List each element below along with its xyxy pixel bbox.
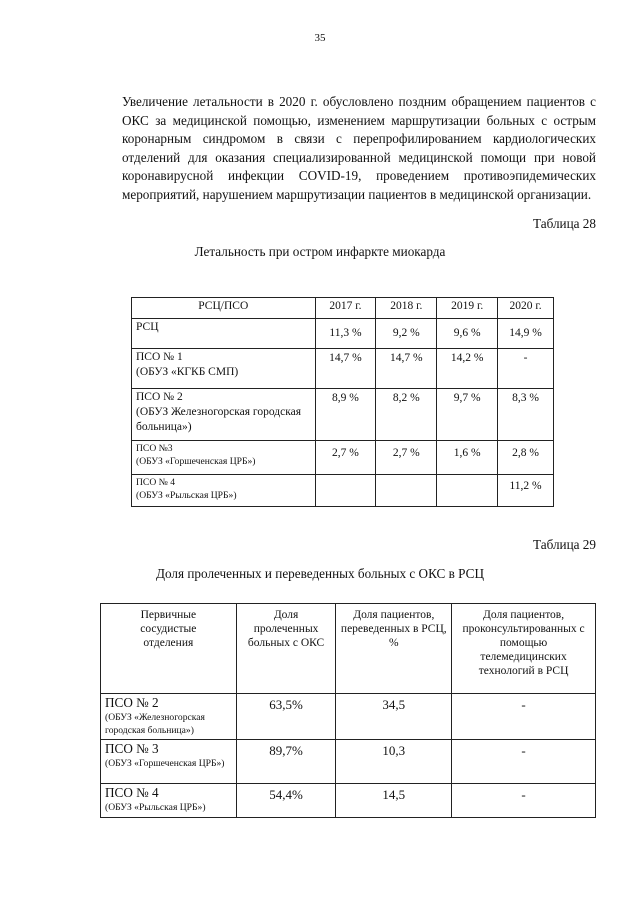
row-name: РСЦ bbox=[136, 321, 159, 333]
table-cell: 11,2 % bbox=[498, 475, 554, 507]
row-name-cell bbox=[101, 784, 237, 818]
table-cell: 1,6 % bbox=[437, 441, 498, 475]
table-cell: - bbox=[452, 784, 596, 818]
column-header: Первичные сосудистые отделения bbox=[101, 604, 237, 694]
row-subname: (ОБУЗ «Горшеченская ЦРБ») bbox=[136, 456, 256, 467]
table-cell: 14,7 % bbox=[315, 349, 376, 389]
table-row bbox=[132, 475, 554, 507]
table-cell: 14,9 % bbox=[498, 319, 554, 349]
row-subname: (ОБУЗ «Железногорская городская больница») bbox=[105, 712, 205, 736]
row-subname: (ОБУЗ «Рыльская ЦРБ») bbox=[136, 490, 237, 501]
table-cell: 34,5 bbox=[336, 694, 452, 740]
body-paragraph: Увеличение летальности в 2020 г. обусловлено поздним обращением пациентов с ОКС за медицинской помощью, изменением маршрутизации больных с острым коронарным синдромом в связи с перепрофилированием кардиологических отделений для оказания специализированной медицинской помощи при новой коронавирусной инфекции COVID-19, проведением противоэпидемических мероприятий, нарушением маршрутизации пациентов в медицинской организации. bbox=[122, 94, 596, 202]
table-28-label: Таблица 28 bbox=[533, 216, 596, 231]
table-cell: 8,3 % bbox=[498, 389, 554, 441]
table-cell bbox=[376, 475, 437, 507]
table-cell: 2,8 % bbox=[498, 441, 554, 475]
column-header: Доля пациентов, переведенных в РСЦ, % bbox=[336, 604, 452, 694]
table-row bbox=[132, 319, 554, 349]
row-name: ПСО № 2 bbox=[105, 695, 159, 710]
column-header: РСЦ/ПСО bbox=[132, 298, 316, 319]
table-cell: 11,3 % bbox=[315, 319, 376, 349]
table-28-title: Летальность при остром инфаркте миокарда bbox=[194, 244, 446, 259]
table-cell: 14,5 bbox=[336, 784, 452, 818]
page-number: 35 bbox=[314, 32, 326, 44]
table-cell: 14,7 % bbox=[376, 349, 437, 389]
column-header: 2017 г. bbox=[315, 298, 376, 319]
row-subname: (ОБУЗ Железногорская городская больница») bbox=[136, 406, 302, 433]
table-cell: - bbox=[498, 349, 554, 389]
row-name: ПСО № 3 bbox=[105, 741, 159, 756]
table-cell: 54,4% bbox=[236, 784, 336, 818]
table-cell bbox=[437, 475, 498, 507]
table-cell: 9,2 % bbox=[376, 319, 437, 349]
row-subname: (ОБУЗ «Горшеченская ЦРБ») bbox=[105, 758, 225, 769]
table-header-row bbox=[101, 604, 596, 694]
table-cell: 2,7 % bbox=[376, 441, 437, 475]
row-name: ПСО № 2 bbox=[136, 391, 183, 403]
table-cell: 89,7% bbox=[236, 740, 336, 784]
table-cell: 8,9 % bbox=[315, 389, 376, 441]
row-name-cell bbox=[101, 740, 237, 784]
row-name-cell bbox=[101, 694, 237, 740]
row-name-cell bbox=[132, 441, 316, 475]
row-subname: (ОБУЗ «КГКБ СМП) bbox=[136, 366, 239, 378]
table-cell: 9,7 % bbox=[437, 389, 498, 441]
column-header: Доля пролеченных больных с ОКС bbox=[236, 604, 336, 694]
column-header: 2019 г. bbox=[437, 298, 498, 319]
table-cell: - bbox=[452, 694, 596, 740]
table-cell: 2,7 % bbox=[315, 441, 376, 475]
row-subname: (ОБУЗ «Рыльская ЦРБ») bbox=[105, 802, 206, 813]
row-name-cell bbox=[132, 389, 316, 441]
column-header: Доля пациентов, проконсультированных с помощью телемедицинских технологий в РСЦ bbox=[452, 604, 596, 694]
table-29-label: Таблица 29 bbox=[533, 537, 596, 552]
row-name: ПСО № 4 bbox=[136, 477, 176, 488]
row-name: ПСО № 4 bbox=[105, 785, 159, 800]
table-28 bbox=[131, 297, 554, 507]
table-row bbox=[101, 694, 596, 740]
row-name: ПСО № 1 bbox=[136, 351, 183, 363]
table-29-title: Доля пролеченных и переведенных больных с ОКС в РСЦ bbox=[156, 566, 484, 581]
table-header-row bbox=[132, 298, 554, 319]
table-cell bbox=[315, 475, 376, 507]
table-29 bbox=[100, 603, 596, 818]
row-name-cell bbox=[132, 319, 316, 349]
row-name: ПСО №3 bbox=[136, 443, 173, 454]
table-cell: 63,5% bbox=[236, 694, 336, 740]
table-row bbox=[132, 441, 554, 475]
table-cell: 8,2 % bbox=[376, 389, 437, 441]
table-cell: 10,3 bbox=[336, 740, 452, 784]
row-name-cell bbox=[132, 475, 316, 507]
table-cell: - bbox=[452, 740, 596, 784]
table-cell: 14,2 % bbox=[437, 349, 498, 389]
column-header: 2020 г. bbox=[498, 298, 554, 319]
column-header: 2018 г. bbox=[376, 298, 437, 319]
table-row bbox=[101, 740, 596, 784]
table-row bbox=[132, 389, 554, 441]
table-row bbox=[132, 349, 554, 389]
table-row bbox=[101, 784, 596, 818]
table-cell: 9,6 % bbox=[437, 319, 498, 349]
row-name-cell bbox=[132, 349, 316, 389]
